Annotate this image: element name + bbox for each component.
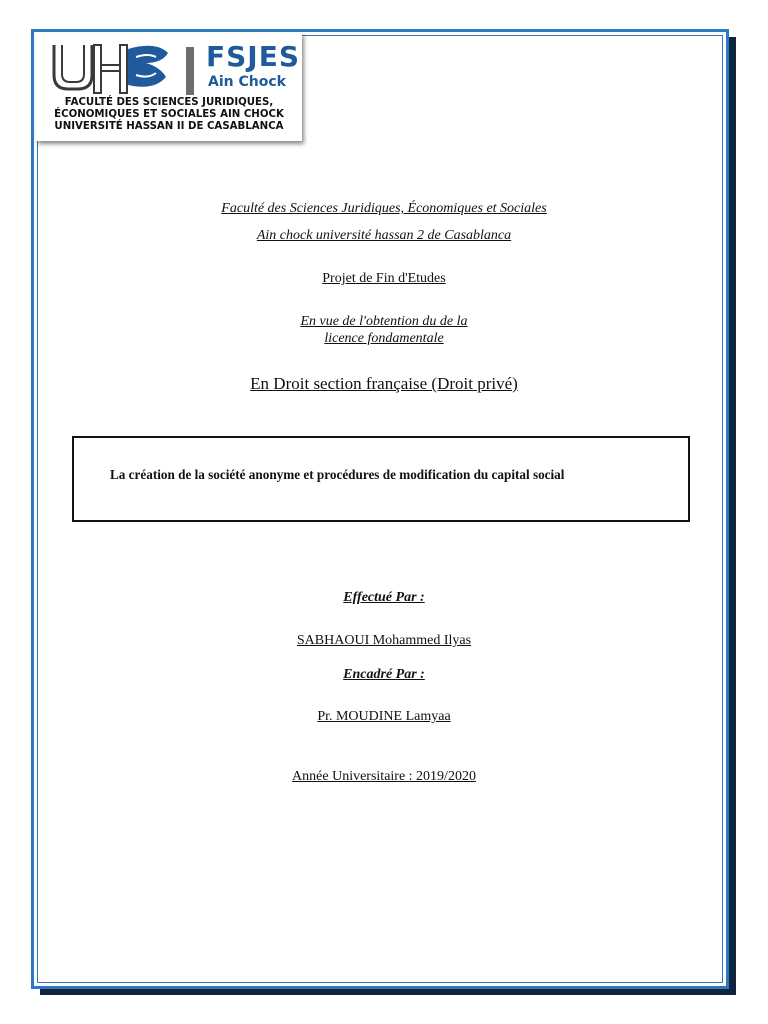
logo-line-3: UNIVERSITÉ HASSAN II DE CASABLANCA (54, 121, 284, 132)
university-name: Ain chock université hassan 2 de Casablanca (256, 228, 512, 243)
logo-line-2: ÉCONOMIQUES ET SOCIALES AIN CHOCK (54, 109, 284, 120)
supervised-by-label: Encadré Par : (343, 667, 425, 682)
faculty-name: Faculté des Sciences Juridiques, Économiques et Sociales (221, 201, 547, 216)
logo-brand: FSJES (206, 40, 301, 73)
project-purpose-line-1: En vue de l'obtention du de la (300, 314, 468, 329)
section-title: En Droit section française (Droit privé) (250, 374, 518, 393)
done-by-label: Effectué Par : (343, 590, 425, 605)
student-name: SABHAOUI Mohammed Ilyas (296, 633, 472, 648)
academic-year: Année Universitaire : 2019/2020 (292, 769, 476, 784)
project-type: Projet de Fin d'Etudes (322, 271, 446, 286)
university-logo (36, 33, 302, 141)
thesis-title: La création de la société anonyme et procédures de modification du capital social (110, 467, 565, 482)
project-purpose-line-2: licence fondamentale (324, 331, 444, 346)
supervisor-name: Pr. MOUDINE Lamyaa (317, 709, 451, 724)
logo-subbrand: Ain Chock (208, 74, 286, 90)
logo-line-1: FACULTÉ DES SCIENCES JURIDIQUES, (64, 97, 274, 108)
thesis-title-box (72, 436, 690, 522)
